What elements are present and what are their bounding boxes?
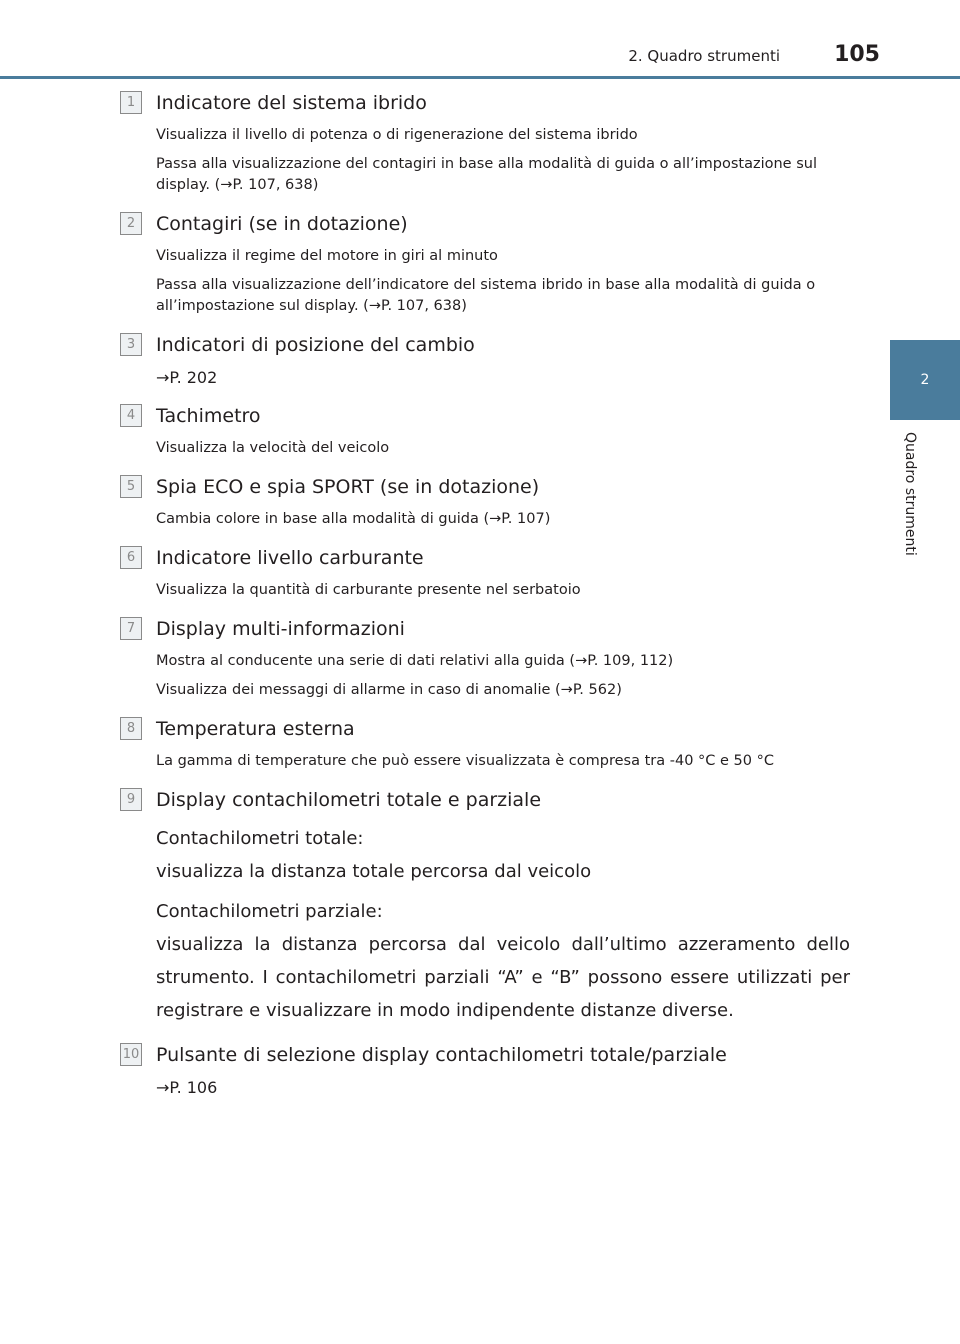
item-title: Tachimetro (156, 405, 261, 427)
list-item (120, 543, 850, 601)
list-item (120, 1040, 850, 1098)
item-number: 2 (120, 212, 142, 235)
item-number: 4 (120, 404, 142, 427)
item-description: Passa alla visualizzazione dell’indicatore del sistema ibrido in base alla modalità di guida o all’impostazione sul display. (→P. 107, 638) (156, 277, 816, 314)
item-title: Indicatore del sistema ibrido (156, 92, 427, 114)
item-description: Visualizza la velocità del veicolo (156, 440, 390, 456)
item-title: Indicatori di posizione del cambio (156, 334, 475, 356)
item-title: Contagiri (se in dotazione) (156, 213, 408, 235)
item-number: 6 (120, 546, 142, 569)
item-description: Passa alla visualizzazione del contagiri in base alla modalità di guida o all’impostazione sul display. (→P. 107, 638) (156, 156, 817, 193)
chapter-side-label-text: Quadro strumenti (902, 432, 918, 556)
item-description: visualizza la distanza totale percorsa dal veicolo (156, 861, 592, 882)
item-number: 8 (120, 717, 142, 740)
item-number: 10 (120, 1043, 142, 1066)
list-item (120, 330, 850, 388)
item-title: Spia ECO e spia SPORT (se in dotazione) (156, 476, 540, 498)
item-number: 7 (120, 617, 142, 640)
list-item (120, 785, 850, 1027)
page-reference: →P. 106 (156, 1078, 218, 1097)
list-item (120, 714, 850, 772)
item-number: 9 (120, 788, 142, 811)
list-item (120, 209, 850, 317)
item-description: Visualizza il regime del motore in giri al minuto (156, 248, 498, 264)
item-title: Display contachilometri totale e parziale (156, 789, 542, 811)
page-number: 105 (834, 42, 880, 67)
list-item (120, 401, 850, 459)
item-title: Pulsante di selezione display contachilometri totale/parziale (156, 1044, 727, 1066)
item-description: Mostra al conducente una serie di dati relativi alla guida (→P. 109, 112) (156, 653, 674, 669)
item-title: Temperatura esterna (156, 718, 355, 740)
item-number: 5 (120, 475, 142, 498)
item-description: Visualizza dei messaggi di allarme in caso di anomalie (→P. 562) (156, 682, 622, 698)
chapter-tab (890, 340, 960, 420)
chapter-side-label (902, 432, 960, 556)
chapter-tab-number: 2 (920, 372, 930, 388)
content (120, 88, 850, 1111)
item-number: 3 (120, 333, 142, 356)
list-item (120, 472, 850, 530)
item-description: visualizza la distanza percorsa dal veicolo dall’ultimo azzeramento dello strumento. I contachilometri parziali “A” e “B” possono essere utilizzati per registrare e visualizzare in modo indipendente distanze diverse. (156, 934, 850, 1021)
item-number: 1 (120, 91, 142, 114)
list-item (120, 614, 850, 701)
item-description: Contachilometri totale: (156, 828, 364, 849)
item-title: Display multi-informazioni (156, 618, 405, 640)
page-reference: →P. 202 (156, 368, 218, 387)
item-description: Visualizza il livello di potenza o di rigenerazione del sistema ibrido (156, 127, 638, 143)
header-rule (0, 76, 960, 79)
item-description: Visualizza la quantità di carburante presente nel serbatoio (156, 582, 581, 598)
item-description: La gamma di temperature che può essere visualizzata è compresa tra -40 °C e 50 °C (156, 753, 774, 769)
item-title: Indicatore livello carburante (156, 547, 424, 569)
item-description: Contachilometri parziale: (156, 901, 383, 922)
list-item (120, 88, 850, 196)
item-description: Cambia colore in base alla modalità di guida (→P. 107) (156, 511, 551, 527)
chapter-title: 2. Quadro strumenti (628, 47, 780, 65)
